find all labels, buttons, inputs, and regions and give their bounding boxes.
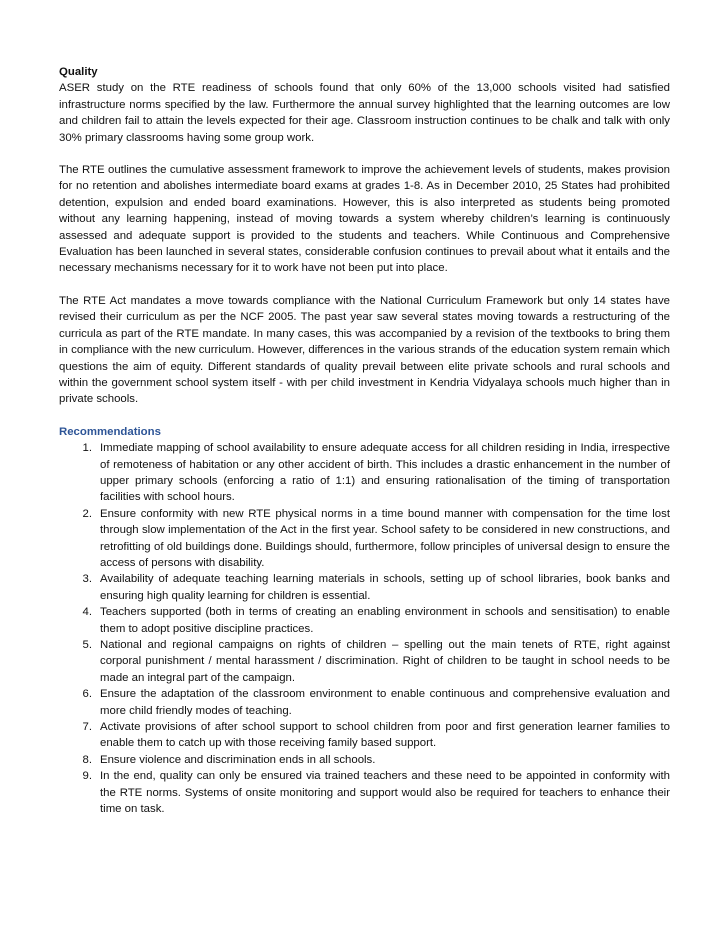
list-item-text: Activate provisions of after school support to school children from poor and first generation learner families to enable them to catch up with those receiving family based support.: [100, 721, 670, 750]
list-item-text: In the end, quality can only be ensured via trained teachers and these need to be appointed in conformity with the RTE norms. Systems of onsite monitoring and support would also be required for teachers to enhance their time on task.: [100, 770, 670, 816]
list-item: [59, 506, 670, 572]
list-item: [59, 768, 670, 817]
list-item-text: Immediate mapping of school availability to ensure adequate access for all children residing in India, irrespective of remoteness of habitation or any other accident of birth. This includes a drastic enhancement in the number of upper primary schools (enforcing a ratio of 1:1) and ensuring rationalisation of the timing of transportation facilities with school hours.: [100, 442, 670, 504]
list-item: [59, 440, 670, 506]
quality-paragraph-1: ASER study on the RTE readiness of schools found that only 60% of the 13,000 schools visited had satisfied infrastructure norms specified by the law. Furthermore the annual survey highlighted that the learning outcomes are low and children fail to attain the levels expected for their age. Classroom instruction continues to be chalk and talk with only 30% primary classrooms having some group work.: [59, 82, 670, 144]
list-item-text: Ensure violence and discrimination ends in all schools.: [100, 753, 376, 766]
list-item-text: Availability of adequate teaching learning materials in schools, setting up of school libraries, book banks and ensuring high quality learning for children is essential.: [100, 573, 670, 602]
quality-heading: Quality: [59, 66, 98, 78]
quality-paragraph-2: The RTE outlines the cumulative assessment framework to improve the achievement levels of students, makes provision for no retention and abolishes intermediate board exams at grades 1-8. As in December 2010, 25 States had prohibited detention, expulsion and ended board examinations. However, this is also interpreted as students being promoted without any learning happening, instead of moving towards a system whereby children’s learning is continuously assessed and adequate support is provided to the students and teachers. While Continuous and Comprehensive Evaluation has been launched in several states, considerable confusion continues to prevail about what it entails and the necessary mechanisms necessary for it to work have not been put into place.: [59, 164, 670, 275]
list-item-number: 4.: [82, 606, 92, 619]
list-item-number: 2.: [82, 507, 92, 520]
quality-paragraph-3: The RTE Act mandates a move towards compliance with the National Curriculum Framework but only 14 states have revised their curriculum as per the NCF 2005. The past year saw several states moving towards a restructuring of the curricula as part of the RTE mandate. In many cases, this was accompanied by a revision of the textbooks to bring them in compliance with the new curriculum. However, differences in the various strands of the education system remain which questions the aim of equity. Different standards of quality prevail between elite private schools and rural schools and within the government school system itself - with per child investment in Kendria Vidyalaya schools much higher than in private schools.: [59, 294, 670, 406]
list-item-number: 3.: [82, 573, 92, 586]
list-item-number: 8.: [82, 753, 92, 766]
list-item: [59, 571, 670, 604]
list-item-number: 6.: [82, 688, 92, 701]
list-item: [59, 719, 670, 752]
list-item-number: 9.: [82, 770, 92, 783]
list-item: [59, 604, 670, 637]
recommendations-heading: Recommendations: [59, 425, 161, 438]
list-item: [59, 752, 670, 768]
list-item-text: Ensure the adaptation of the classroom environment to enable continuous and comprehensive evaluation and more child friendly modes of teaching.: [100, 688, 670, 717]
list-item-number: 7.: [82, 721, 92, 734]
list-item-text: Teachers supported (both in terms of creating an enabling environment in schools and sensitisation) to enable them to adopt positive discipline practices.: [100, 606, 670, 635]
list-item: [59, 637, 670, 686]
document-content: [59, 64, 670, 817]
list-item-number: 5.: [82, 639, 92, 651]
list-item: [59, 686, 670, 719]
list-item-number: 1.: [82, 442, 92, 455]
list-item-text: Ensure conformity with new RTE physical norms in a time bound manner with compensation for the time lost through slow implementation of the Act in the first year. School safety to be considered in new constructions, and retrofitting of old buildings done. Buildings should, furthermore, follow principles of universal design to ensure the access of persons with disability.: [100, 507, 670, 569]
recommendations-list: [59, 440, 670, 817]
list-item-text: National and regional campaigns on rights of children – spelling out the main tenets of RTE, right against corporal punishment / mental harassment / discrimination. Right of children to be taught in school needs to be made an integral part of the campaign.: [100, 639, 670, 684]
